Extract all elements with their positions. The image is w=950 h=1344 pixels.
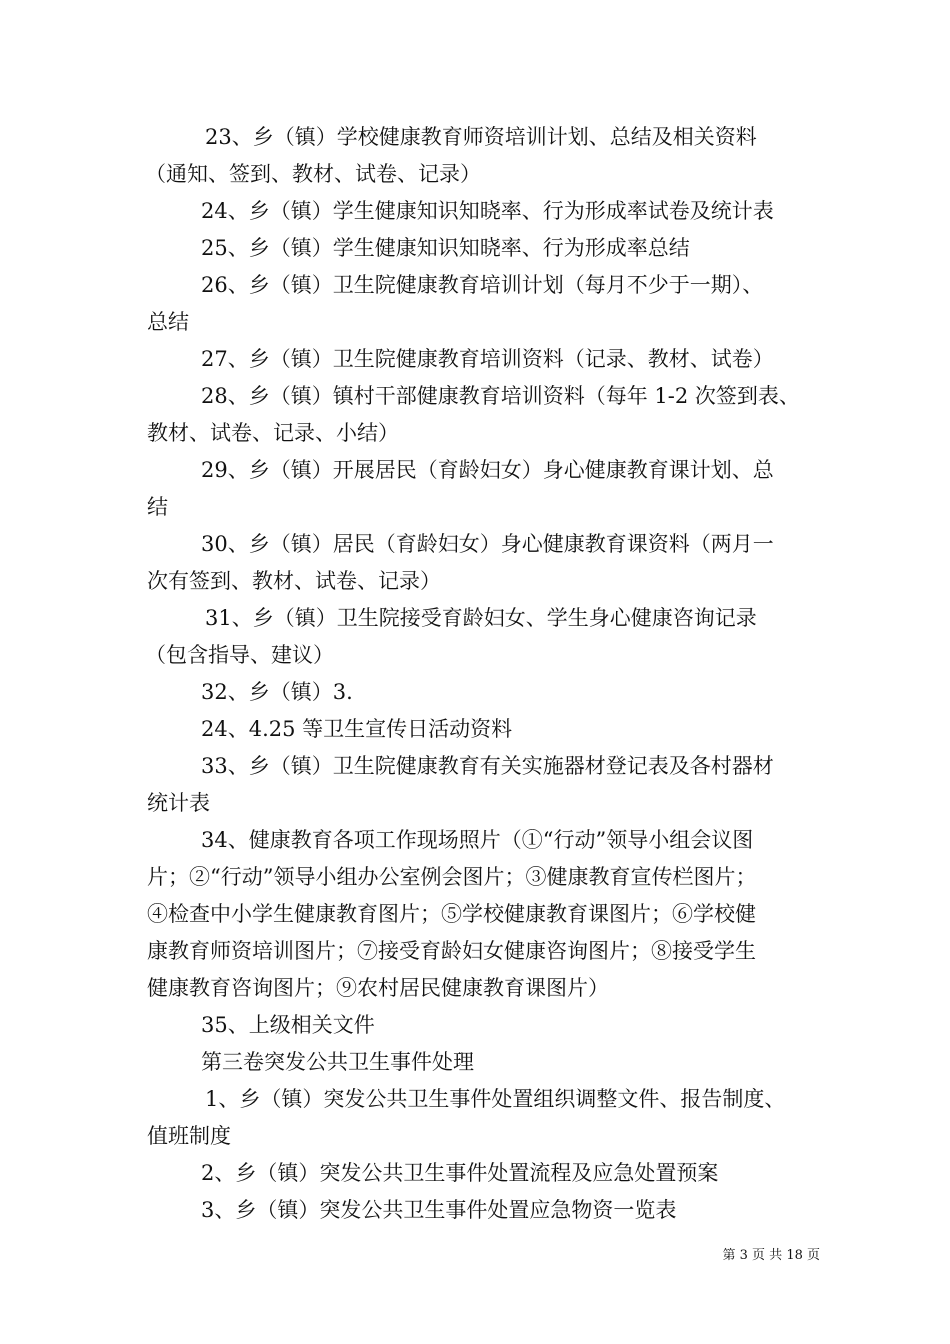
list-item-23-continued: （通知、签到、教材、试卷、记录） — [145, 162, 481, 186]
list-item-23: 23、乡（镇）学校健康教育师资培训计划、总结及相关资料 — [205, 125, 757, 149]
list-item-26-continued: 总结 — [147, 310, 189, 334]
list-item-34-line-2: 片；②“行动”领导小组办公室例会图片；③健康教育宣传栏图片； — [147, 865, 757, 889]
list-item-28: 28、乡（镇）镇村干部健康教育培训资料（每年 1-2 次签到表、 — [201, 384, 800, 408]
list-item-32-continued: 24、4.25 等卫生宣传日活动资料 — [201, 717, 513, 741]
list-item-33-continued: 统计表 — [147, 791, 210, 815]
list-item-24: 24、乡（镇）学生健康知识知晓率、行为形成率试卷及统计表 — [201, 199, 774, 223]
list-item-34: 34、健康教育各项工作现场照片（①“行动”领导小组会议图 — [201, 828, 754, 852]
list-item-34-line-3: ④检查中小学生健康教育图片；⑤学校健康教育课图片；⑥学校健 — [147, 902, 756, 926]
section-heading-volume-3: 第三卷突发公共卫生事件处理 — [201, 1050, 474, 1074]
list-item-26: 26、乡（镇）卫生院健康教育培训计划（每月不少于一期）、 — [201, 273, 764, 297]
document-body — [145, 119, 825, 1229]
list-item-30: 30、乡（镇）居民（育龄妇女）身心健康教育课资料（两月一 — [201, 532, 774, 556]
list-item-29: 29、乡（镇）开展居民（育龄妇女）身心健康教育课计划、总 — [201, 458, 774, 482]
section-item-1-continued: 值班制度 — [147, 1124, 231, 1148]
list-item-30-continued: 次有签到、教材、试卷、记录） — [147, 569, 441, 593]
list-item-25: 25、乡（镇）学生健康知识知晓率、行为形成率总结 — [201, 236, 690, 260]
list-item-34-line-5: 健康教育咨询图片；⑨农村居民健康教育课图片） — [147, 976, 609, 1000]
section-item-2: 2、乡（镇）突发公共卫生事件处置流程及应急处置预案 — [201, 1161, 719, 1185]
list-item-33: 33、乡（镇）卫生院健康教育有关实施器材登记表及各村器材 — [201, 754, 774, 778]
section-item-3: 3、乡（镇）突发公共卫生事件处置应急物资一览表 — [201, 1198, 677, 1222]
section-item-1: 1、乡（镇）突发公共卫生事件处置组织调整文件、报告制度、 — [205, 1087, 786, 1111]
list-item-35: 35、上级相关文件 — [201, 1013, 375, 1037]
page-number-footer: 第 3 页 共 18 页 — [722, 1248, 820, 1263]
list-item-32: 32、乡（镇）3. — [201, 680, 353, 704]
list-item-31-continued: （包含指导、建议） — [145, 643, 334, 667]
list-item-31: 31、乡（镇）卫生院接受育龄妇女、学生身心健康咨询记录 — [205, 606, 757, 630]
list-item-28-continued: 教材、试卷、记录、小结） — [147, 421, 399, 445]
list-item-29-continued: 结 — [147, 495, 168, 519]
list-item-27: 27、乡（镇）卫生院健康教育培训资料（记录、教材、试卷） — [201, 347, 774, 371]
list-item-34-line-4: 康教育师资培训图片；⑦接受育龄妇女健康咨询图片；⑧接受学生 — [147, 939, 756, 963]
